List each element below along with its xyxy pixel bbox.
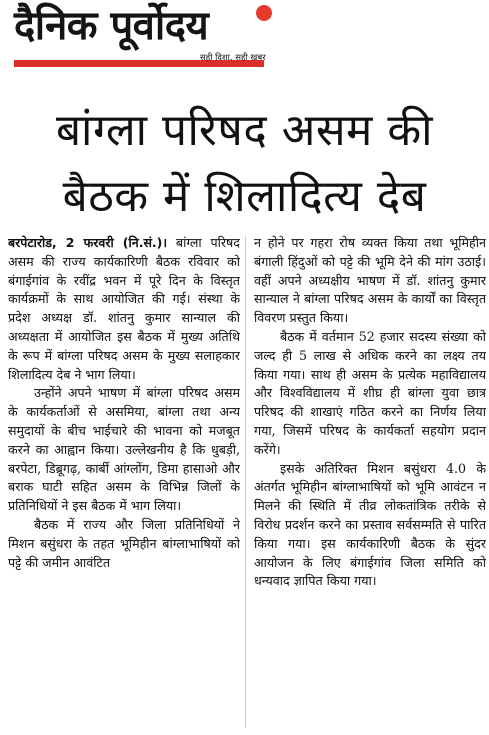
- masthead-tagline: सही दिशा, सही खबर: [200, 53, 266, 63]
- article-column-right: [254, 234, 486, 734]
- logo-dot-icon: [256, 5, 272, 21]
- dateline: बरपेटारोड, 2 फरवरी (नि.सं.)।: [8, 235, 168, 250]
- paragraph: बैठक में वर्तमान 52 हजार सदस्य संख्या को जल्द ही 5 लाख से अधिक करने का लक्ष्य तय किया गया। साथ ही असम के प्रत्येक महाविद्यालय और विश्वविद्यालय में शीघ्र ही बांग्ला युवा छात्र परिषद की शाखाएं गठित करने का निर्णय लिया गया, जिसमें परिषद के कार्यकर्ता सहयोग प्रदान करेंगे।: [254, 328, 486, 457]
- paragraph: न होने पर गहरा रोष व्यक्त किया तथा भूमिहीन बंगाली हिंदुओं को पट्टे की भूमि देने की मांग उठाई। वहीं अपने अध्यक्षीय भाषण में डॉ. शांतनु कुमार सान्याल ने बांग्ला परिषद असम के कार्यों का विस्तृत विवरण प्रस्तुत किया।: [254, 235, 486, 326]
- headline-line-1: बांग्ला परिषद असम की: [55, 105, 434, 156]
- article-column-left: [8, 234, 240, 734]
- paragraph: [8, 234, 240, 384]
- paragraph: बैठक में राज्य और जिला प्रतिनिधियों ने मिशन बसुंधरा के तहत भूमिहीन बांग्लाभाषियों को पट्टे की जमीन आवंटित: [8, 516, 240, 570]
- paragraph: इसके अतिरिक्त मिशन बसुंधरा 4.0 के अंतर्गत भूमिहीन बांग्लाभाषियों को भूमि आवंटन न मिलने की स्थिति में तीव्र लोकतांत्रिक तरीके से विरोध प्रदर्शन करने का प्रस्ताव सर्वसम्मति से पारित किया गया। इस कार्यकारिणी बैठक के सुंदर आयोजन के लिए बंगाईगांव जिला समिति को धन्यवाद ज्ञापित किया गया।: [254, 460, 486, 589]
- paragraph-text: बांग्ला परिषद असम की राज्य कार्यकारिणी बैठक रविवार को बंगाईगांव के रवींद्र भवन में पूरे दिन के विस्तृत कार्यक्रमों के साथ आयोजित की गई। संस्था के प्रदेश अध्यक्ष डॉ. शांतनु कुमार सान्याल की अध्यक्षता में आयोजित इस बैठक में मुख्य अतिथि के रूप में बांग्ला परिषद असम के मुख्य सलाहकार शिलादित्य देब ने भाग लिया।: [8, 235, 240, 382]
- column-divider: [245, 236, 246, 728]
- masthead: [0, 0, 489, 78]
- headline-line-2: बैठक में शिलादित्य देब: [62, 171, 427, 222]
- article-headline: [0, 98, 489, 230]
- masthead-logo: दैनिक पूर्वोदय: [14, 2, 209, 49]
- paragraph: उन्होंने अपने भाषण में बांग्ला परिषद असम के कार्यकर्ताओं से असमिया, बांग्ला तथा अन्य समुदायों के बीच भाईचारे की भावना को मजबूत करने का आह्वान किया। उल्लेखनीय है कि धुबड़ी, बरपेटा, डिब्रूगढ़, कार्बी आंग्लोंग, डिमा हासाओ और बराक घाटी सहित असम के विभिन्न जिलों के प्रतिनिधियों ने इस बैठक में भाग लिया।: [8, 385, 240, 514]
